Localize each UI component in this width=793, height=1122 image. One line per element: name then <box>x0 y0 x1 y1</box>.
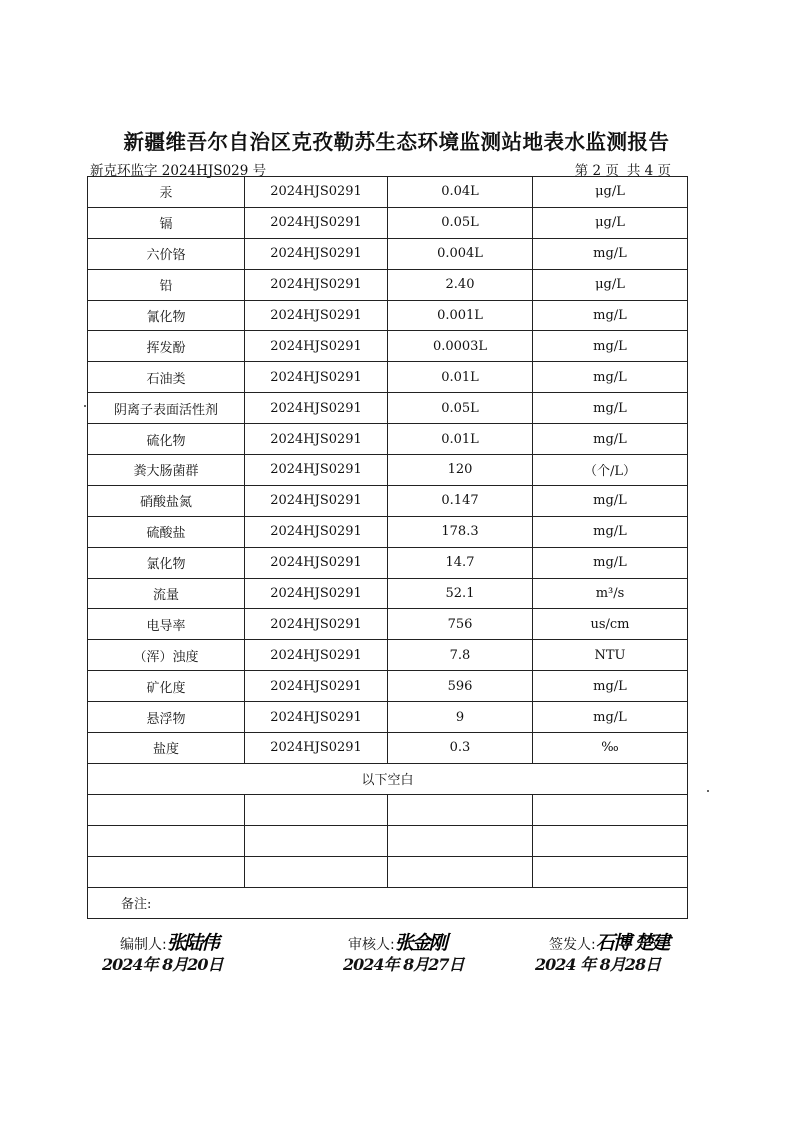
table-row <box>88 393 688 424</box>
issued-signature: 石博 楚建 <box>595 932 669 954</box>
empty-row <box>88 856 688 887</box>
unit-cell: mg/L <box>533 547 688 578</box>
unit-cell: mg/L <box>533 300 688 331</box>
empty-row <box>88 825 688 856</box>
item-cell: 流量 <box>88 578 245 609</box>
item-cell: 阴离子表面活性剂 <box>88 393 245 424</box>
issued-date: 2024 年 8月28日 <box>535 955 661 974</box>
unit-cell: μg/L <box>533 269 688 300</box>
sample-id-cell: 2024HJS0291 <box>245 424 388 455</box>
table-row <box>88 640 688 671</box>
blank-note-row <box>88 763 688 794</box>
item-cell: 铅 <box>88 269 245 300</box>
table-row <box>88 702 688 733</box>
result-cell: 14.7 <box>388 547 533 578</box>
item-cell: 硝酸盐氮 <box>88 485 245 516</box>
item-cell: 硫酸盐 <box>88 516 245 547</box>
scan-speck <box>707 790 709 792</box>
item-cell: 镉 <box>88 207 245 238</box>
reviewed-signature: 张金刚 <box>394 932 446 954</box>
sample-id-cell: 2024HJS0291 <box>245 362 388 393</box>
sample-id-cell: 2024HJS0291 <box>245 578 388 609</box>
result-cell: 0.3 <box>388 733 533 764</box>
remarks-label: 备注: <box>88 887 688 918</box>
prepared-signature: 张陆伟 <box>166 932 218 954</box>
result-cell: 756 <box>388 609 533 640</box>
result-cell: 2.40 <box>388 269 533 300</box>
table-row <box>88 177 688 208</box>
result-cell: 52.1 <box>388 578 533 609</box>
results-body <box>88 177 688 764</box>
result-cell: 9 <box>388 702 533 733</box>
table-row <box>88 733 688 764</box>
unit-cell: mg/L <box>533 331 688 362</box>
result-cell: 0.05L <box>388 393 533 424</box>
prepared-by <box>120 928 218 955</box>
reviewed-date: 2024年 8月27日 <box>343 955 464 974</box>
item-cell: 六价铬 <box>88 238 245 269</box>
table-row <box>88 609 688 640</box>
page-total: 共 4 页 <box>626 163 671 179</box>
result-cell: 0.001L <box>388 300 533 331</box>
result-cell: 0.01L <box>388 362 533 393</box>
item-cell: 氯化物 <box>88 547 245 578</box>
unit-cell: us/cm <box>533 609 688 640</box>
sample-id-cell: 2024HJS0291 <box>245 640 388 671</box>
sample-id-cell: 2024HJS0291 <box>245 733 388 764</box>
table-row <box>88 671 688 702</box>
item-cell: 硫化物 <box>88 424 245 455</box>
result-cell: 0.01L <box>388 424 533 455</box>
unit-cell: （个/L） <box>533 455 688 486</box>
unit-cell: mg/L <box>533 485 688 516</box>
unit-cell: mg/L <box>533 362 688 393</box>
prepared-date: 2024年 8月20日 <box>102 955 223 974</box>
sample-id-cell: 2024HJS0291 <box>245 269 388 300</box>
table-row <box>88 578 688 609</box>
unit-cell: mg/L <box>533 238 688 269</box>
scan-speck <box>84 405 86 407</box>
table-row <box>88 516 688 547</box>
item-cell: 石油类 <box>88 362 245 393</box>
unit-cell: NTU <box>533 640 688 671</box>
result-cell: 0.05L <box>388 207 533 238</box>
table-row <box>88 455 688 486</box>
unit-cell: mg/L <box>533 424 688 455</box>
result-cell: 120 <box>388 455 533 486</box>
reviewed-label: 审核人: <box>348 937 395 953</box>
result-cell: 0.04L <box>388 177 533 208</box>
sample-id-cell: 2024HJS0291 <box>245 609 388 640</box>
table-row <box>88 238 688 269</box>
table-row <box>88 269 688 300</box>
result-cell: 0.004L <box>388 238 533 269</box>
item-cell: 矿化度 <box>88 671 245 702</box>
monitoring-results-table <box>87 176 688 919</box>
result-cell: 596 <box>388 671 533 702</box>
result-cell: 178.3 <box>388 516 533 547</box>
unit-cell: mg/L <box>533 393 688 424</box>
table-row <box>88 300 688 331</box>
table-row <box>88 207 688 238</box>
unit-cell: μg/L <box>533 177 688 208</box>
item-cell: 电导率 <box>88 609 245 640</box>
sample-id-cell: 2024HJS0291 <box>245 393 388 424</box>
remarks-row <box>88 887 688 918</box>
unit-cell: mg/L <box>533 702 688 733</box>
sample-id-cell: 2024HJS0291 <box>245 207 388 238</box>
sample-id-cell: 2024HJS0291 <box>245 702 388 733</box>
item-cell: 汞 <box>88 177 245 208</box>
reviewed-by <box>348 928 446 955</box>
page-current: 第 2 页 <box>574 163 619 179</box>
item-cell: （浑）浊度 <box>88 640 245 671</box>
sample-id-cell: 2024HJS0291 <box>245 516 388 547</box>
unit-cell: ‰ <box>533 733 688 764</box>
sample-id-cell: 2024HJS0291 <box>245 455 388 486</box>
sample-id-cell: 2024HJS0291 <box>245 485 388 516</box>
table-row <box>88 424 688 455</box>
blank-note: 以下空白 <box>88 763 688 794</box>
table-row <box>88 362 688 393</box>
unit-cell: μg/L <box>533 207 688 238</box>
result-cell: 0.147 <box>388 485 533 516</box>
table-row <box>88 547 688 578</box>
unit-cell: mg/L <box>533 671 688 702</box>
issued-label: 签发人: <box>549 937 596 953</box>
sample-id-cell: 2024HJS0291 <box>245 331 388 362</box>
prepared-label: 编制人: <box>120 937 167 953</box>
sample-id-cell: 2024HJS0291 <box>245 547 388 578</box>
table-row <box>88 485 688 516</box>
item-cell: 盐度 <box>88 733 245 764</box>
unit-cell: m³/s <box>533 578 688 609</box>
sample-id-cell: 2024HJS0291 <box>245 177 388 208</box>
document-number: 新克环监字 2024HJS029 号 <box>90 163 267 179</box>
item-cell: 挥发酚 <box>88 331 245 362</box>
item-cell: 悬浮物 <box>88 702 245 733</box>
sample-id-cell: 2024HJS0291 <box>245 671 388 702</box>
report-title: 新疆维吾尔自治区克孜勒苏生态环境监测站地表水监测报告 <box>123 130 670 154</box>
empty-row <box>88 794 688 825</box>
item-cell: 氰化物 <box>88 300 245 331</box>
sample-id-cell: 2024HJS0291 <box>245 238 388 269</box>
sample-id-cell: 2024HJS0291 <box>245 300 388 331</box>
item-cell: 粪大肠菌群 <box>88 455 245 486</box>
result-cell: 0.0003L <box>388 331 533 362</box>
issued-by <box>549 928 668 955</box>
unit-cell: mg/L <box>533 516 688 547</box>
result-cell: 7.8 <box>388 640 533 671</box>
table-row <box>88 331 688 362</box>
